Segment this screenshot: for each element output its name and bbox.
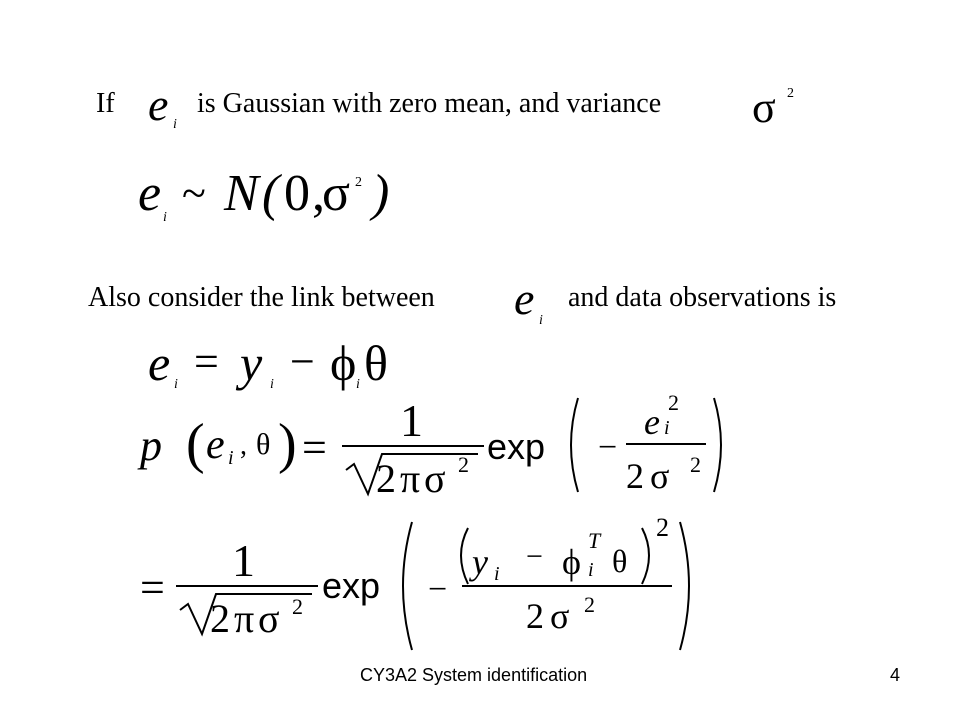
dist-sigma-exponent: 2: [355, 175, 362, 190]
pdf-e: e: [206, 422, 225, 468]
pdf2-inner-den-exponent: 2: [584, 592, 595, 617]
pdf-exp: exp: [487, 426, 546, 467]
link-phi: ϕ: [330, 335, 357, 391]
pdf-inner-den-two: 2: [626, 456, 644, 496]
pdf2-theta: θ: [612, 543, 628, 579]
pdf-theta: θ: [256, 428, 271, 461]
pdf2-inner-den-sigma: σ: [550, 596, 570, 636]
pdf-e-subscript: i: [228, 447, 234, 469]
pdf-sqrt-sign: [346, 454, 478, 494]
dist-N: N: [224, 165, 259, 222]
pdf2-den-sigma: σ: [258, 596, 280, 641]
pdf2-right-paren: [680, 522, 689, 650]
pdf-num-subscript: i: [664, 417, 670, 439]
line1-e-symbol: e: [148, 79, 169, 130]
line1-sigma-exponent: 2: [787, 86, 794, 101]
pdf2-left-paren: [403, 522, 412, 650]
dist-e: e: [138, 165, 162, 222]
link-y-subscript: i: [270, 377, 274, 392]
dist-zero: 0: [284, 165, 310, 222]
pdf-left-paren: [571, 398, 578, 492]
link-y: y: [240, 335, 263, 391]
pdf-den-two: 2: [376, 456, 396, 501]
dist-close-paren: ): [372, 165, 390, 222]
pdf2-phi-subscript: i: [588, 559, 594, 581]
page-number: 4: [890, 665, 901, 685]
pdf-num-exponent: 2: [668, 390, 679, 415]
dist-comma: ,: [312, 165, 325, 222]
pdf2-inner-den-two: 2: [526, 596, 544, 636]
line2-e-subscript: i: [539, 313, 543, 328]
line1-e-subscript: i: [173, 117, 177, 132]
footer-title: CY3A2 System identification: [360, 665, 588, 685]
pdf2-den-pi: π: [234, 596, 255, 641]
dist-open-paren: (: [262, 165, 280, 222]
pdf-minus: −: [598, 429, 618, 466]
pdf-den-pi: π: [400, 456, 421, 501]
dist-sigma: σ: [322, 165, 351, 222]
pdf2-minus: −: [428, 571, 448, 608]
pdf2-inner-open-paren: [461, 528, 468, 584]
pdf-open-paren: (: [186, 413, 205, 475]
line1-text: is Gaussian with zero mean, and variance: [197, 88, 662, 119]
pdf2-y-subscript: i: [494, 563, 500, 585]
pdf-inner-den-exponent: 2: [690, 452, 701, 477]
line2-left-text: Also consider the link between: [88, 282, 435, 313]
pdf-close-paren: ): [278, 413, 297, 475]
pdf-equals: =: [302, 423, 327, 472]
pdf2-y: y: [472, 542, 488, 582]
link-minus: −: [290, 337, 315, 386]
pdf-p: p: [140, 421, 162, 470]
link-phi-subscript: i: [356, 377, 360, 392]
pdf-numerator-one: 1: [400, 395, 423, 446]
pdf2-sqrt-sign: [180, 594, 312, 634]
pdf-den-exponent: 2: [458, 452, 469, 477]
pdf2-exp: exp: [322, 565, 381, 606]
pdf2-den-two: 2: [210, 596, 230, 641]
pdf2-numerator-one: 1: [232, 535, 255, 586]
pdf2-phi: ϕ: [562, 542, 581, 582]
pdf-den-sigma: σ: [424, 456, 446, 501]
pdf-comma: ,: [240, 430, 247, 461]
pdf-num-e: e: [644, 402, 660, 442]
pdf2-equals: =: [140, 563, 165, 612]
pdf2-den-exponent: 2: [292, 594, 303, 619]
line2-e-symbol: e: [514, 273, 535, 324]
line1-sigma: σ: [752, 83, 776, 132]
link-equals: =: [194, 337, 219, 386]
link-e-subscript: i: [174, 377, 178, 392]
pdf2-inner-minus: −: [526, 540, 543, 573]
pdf-right-paren: [714, 398, 721, 492]
pdf2-outer-exponent: 2: [656, 513, 669, 542]
line1-if: If: [96, 88, 115, 119]
pdf-inner-den-sigma: σ: [650, 456, 670, 496]
link-e: e: [148, 335, 171, 391]
dist-tilde: ~: [182, 169, 206, 218]
line2-right-text: and data observations is: [568, 282, 837, 313]
pdf2-inner-close-paren: [642, 528, 649, 584]
link-theta: θ: [364, 335, 388, 391]
dist-e-subscript: i: [163, 210, 167, 225]
pdf2-phi-superscript: T: [588, 528, 601, 553]
